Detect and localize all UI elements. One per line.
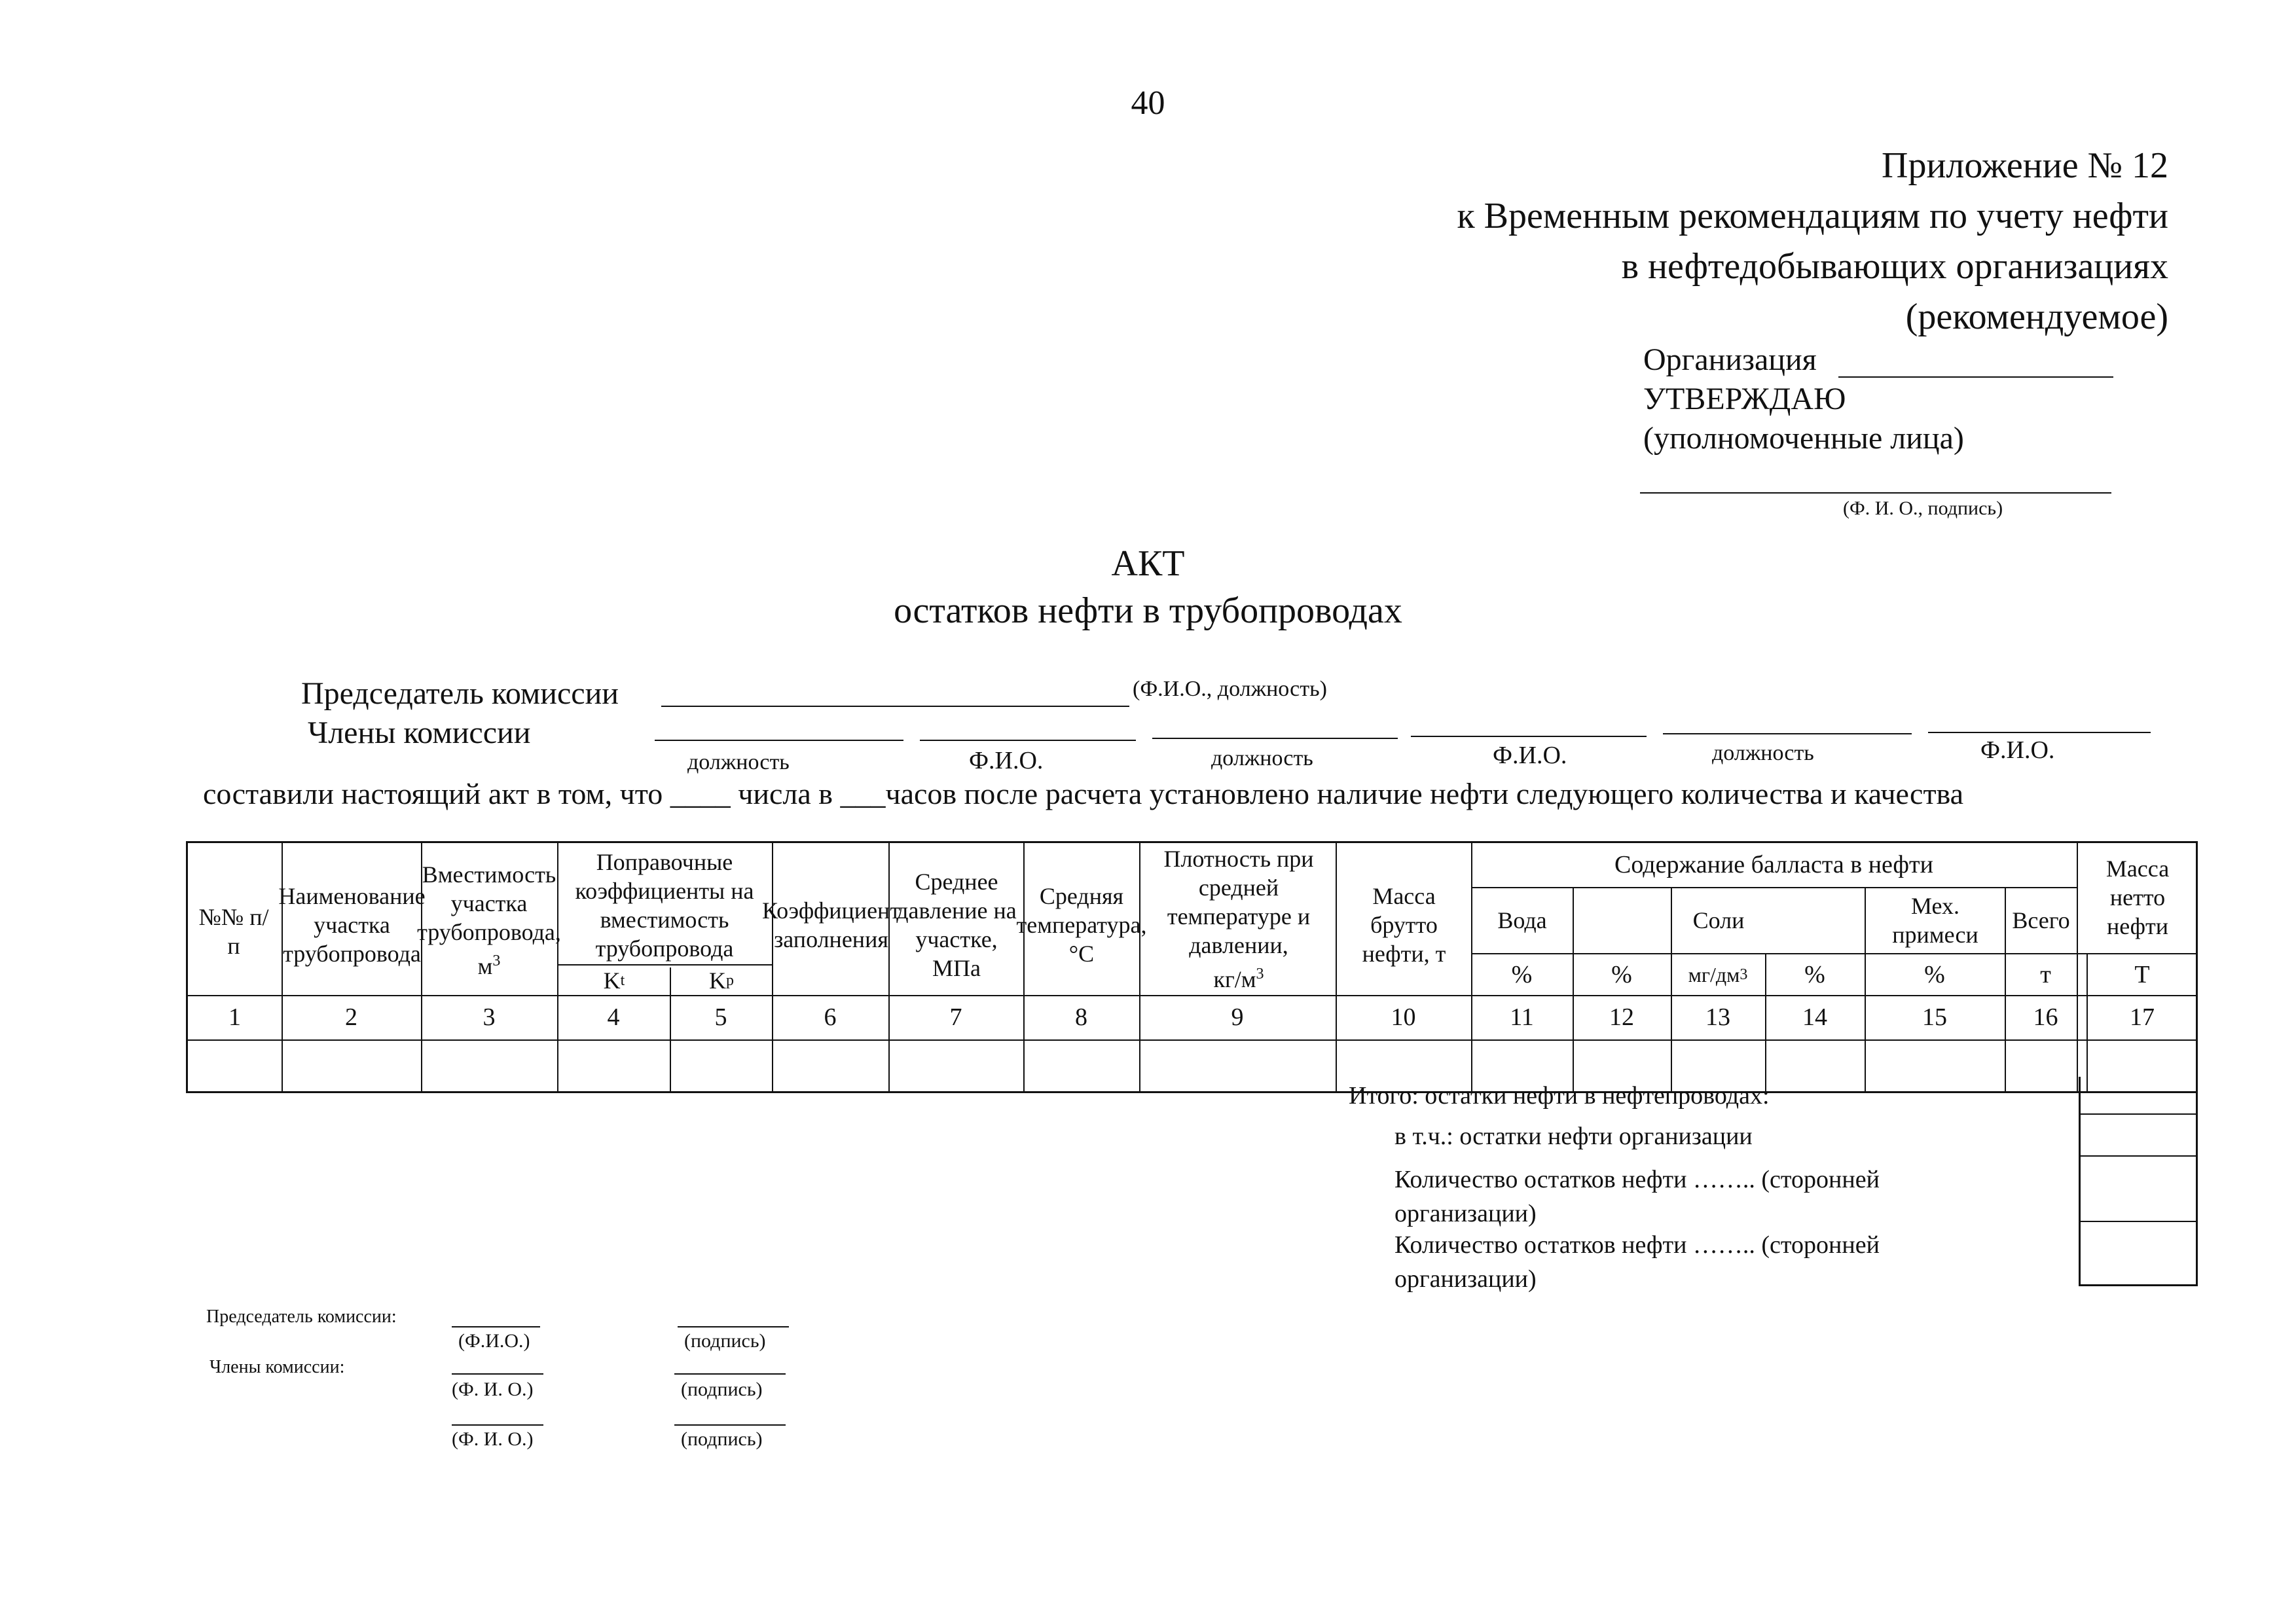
header-avg-pressure: Среднее давление на участке, МПа (896, 869, 1017, 981)
appendix-status: (рекомендуемое) (1905, 297, 2168, 337)
col-number-13: 13 (1705, 1003, 1730, 1031)
header-total: Всего (2012, 907, 2070, 933)
signature-member1-sign-field[interactable] (674, 1373, 786, 1375)
totals-line-5: Количество остатков нефти …….. (сторонней (1394, 1231, 1880, 1259)
unit-14: % (1804, 961, 1825, 988)
page-number: 40 (1131, 84, 1165, 122)
header-mech-impurities: Мех. примеси (1892, 893, 1978, 948)
header-capacity-label: Вместимость участка трубопровода, (417, 861, 561, 945)
signature-member1-fio-caption: (Ф. И. О.) (452, 1379, 534, 1400)
approval-block (1643, 340, 1964, 458)
member1-name-caption: Ф.И.О. (969, 747, 1044, 774)
signature-member2-fio-caption: (Ф. И. О.) (452, 1428, 534, 1450)
approval-signature-field[interactable] (1640, 492, 2111, 494)
approval-signature-caption: (Ф. И. О., подпись) (1843, 497, 2003, 519)
member2-name-field[interactable] (1411, 736, 1647, 737)
member1-position-caption: должность (687, 750, 790, 774)
col-number-16: 16 (2033, 1003, 2058, 1031)
header-capacity (417, 846, 561, 994)
member3-name-field[interactable] (1928, 732, 2151, 733)
signature-member1-name-field[interactable] (452, 1373, 543, 1375)
totals-line-4: организации) (1394, 1200, 1537, 1227)
member2-position-caption: должность (1211, 746, 1313, 770)
header-net-mass: Масса нетто нефти (2105, 856, 2170, 939)
col-number-15: 15 (1922, 1003, 1947, 1031)
member3-position-caption: должность (1712, 741, 1814, 765)
organization-field[interactable] (1838, 376, 2113, 378)
signature-chairman-sign-caption: (подпись) (684, 1330, 766, 1352)
col-number-14: 14 (1802, 1003, 1827, 1031)
totals-line-6: организации) (1394, 1265, 1537, 1293)
chairman-field[interactable] (661, 706, 1129, 707)
approve-label: УТВЕРЖДАЮ (1643, 382, 1846, 416)
col-number-5: 5 (714, 1003, 727, 1031)
unit-15: % (1924, 961, 1945, 988)
col-number-6: 6 (824, 1003, 837, 1031)
member1-position-field[interactable] (655, 740, 903, 741)
member1-name-field[interactable] (920, 740, 1136, 741)
header-fill-factor: Коэффициент заполнения (761, 897, 901, 952)
document-title (0, 540, 2296, 634)
title-sub: остатков нефти в трубопроводах (894, 590, 1402, 631)
table-row[interactable] (188, 1041, 2198, 1092)
chairman-label: Председатель комиссии (301, 676, 619, 711)
header-section-name: Наименование участка трубопровода (278, 883, 426, 967)
col-number-3: 3 (483, 1003, 496, 1031)
header-salts: Соли (1692, 907, 1745, 933)
appendix-ref-line2: в нефтедобывающих организациях (1621, 246, 2168, 287)
header-number: №№ п/п (198, 904, 269, 959)
appendix-title: Приложение № 12 (1882, 145, 2168, 186)
members-label: Члены комиссии (308, 715, 531, 750)
totals-line-3: Количество остатков нефти …….. (сторонней (1394, 1166, 1880, 1193)
header-correction-factors: Поправочные коэффициенты на вместимость трубопровода (575, 849, 754, 962)
col-number-12: 12 (1609, 1003, 1634, 1031)
col-number-11: 11 (1510, 1003, 1534, 1031)
unit-11: % (1511, 961, 1533, 988)
col-number-9: 9 (1231, 1003, 1244, 1031)
appendix-header (1457, 141, 2168, 342)
signature-chairman-label: Председатель комиссии: (206, 1307, 397, 1327)
member2-position-field[interactable] (1152, 738, 1398, 739)
signature-members-label: Члены комиссии: (210, 1357, 345, 1377)
header-kp: K p (709, 967, 734, 994)
signature-chairman-fio-caption: (Ф.И.О.) (458, 1330, 530, 1352)
header-kt: K t (603, 967, 625, 994)
title-main: АКТ (1111, 543, 1185, 584)
col-number-7: 7 (949, 1003, 962, 1031)
signature-chairman-name-field[interactable] (452, 1326, 540, 1327)
chairman-caption: (Ф.И.О., должность) (1133, 677, 1327, 701)
totals-values-box[interactable] (2079, 1077, 2198, 1286)
unit-17: Т (2134, 961, 2150, 988)
member3-name-caption: Ф.И.О. (1980, 736, 2055, 764)
col-number-2: 2 (345, 1003, 357, 1031)
header-density: Плотность при средней температуре и давлении, $кг/м^3$ (1163, 846, 1314, 992)
authorized-label: (уполномоченные лица) (1643, 421, 1964, 456)
member2-name-caption: Ф.И.О. (1493, 742, 1567, 769)
unit-12: % (1611, 961, 1632, 988)
totals-line-2: в т.ч.: остатки нефти организации (1394, 1123, 1753, 1150)
col-number-1: 1 (228, 1003, 241, 1031)
signature-member2-sign-caption: (подпись) (681, 1428, 763, 1450)
header-ballast: Содержание балласта в нефти (1614, 851, 1933, 878)
col-number-10: 10 (1391, 1003, 1416, 1031)
member3-position-field[interactable] (1663, 733, 1912, 734)
col-number-17: 17 (2130, 1003, 2155, 1031)
header-water: Вода (1497, 907, 1547, 933)
signature-chairman-sign-field[interactable] (678, 1326, 789, 1327)
col-number-8: 8 (1075, 1003, 1087, 1031)
organization-label: Организация (1643, 342, 1817, 377)
residues-table (186, 841, 2198, 1093)
signature-member2-sign-field[interactable] (674, 1424, 786, 1426)
unit-13: мг/дм 3 (1688, 963, 1748, 986)
header-avg-temperature: Средняя температура, °С (1016, 883, 1147, 967)
signature-member2-name-field[interactable] (452, 1424, 543, 1426)
totals-line-1: Итого: остатки нефти в нефтепроводах: (1349, 1082, 1770, 1110)
appendix-ref-line1: к Временным рекомендациям по учету нефти (1457, 196, 2168, 236)
header-gross-mass: Масса брутто нефти, т (1362, 883, 1446, 967)
signature-member1-sign-caption: (подпись) (681, 1379, 763, 1400)
unit-16: т (2040, 961, 2051, 988)
intro-text: составили настоящий акт в том, что ____ числа в ___часов после расчета установлено наличие нефти следующего количества и качества (203, 777, 1964, 810)
col-number-4: 4 (607, 1003, 620, 1031)
header-capacity-unit: $м^3$ (477, 952, 501, 979)
